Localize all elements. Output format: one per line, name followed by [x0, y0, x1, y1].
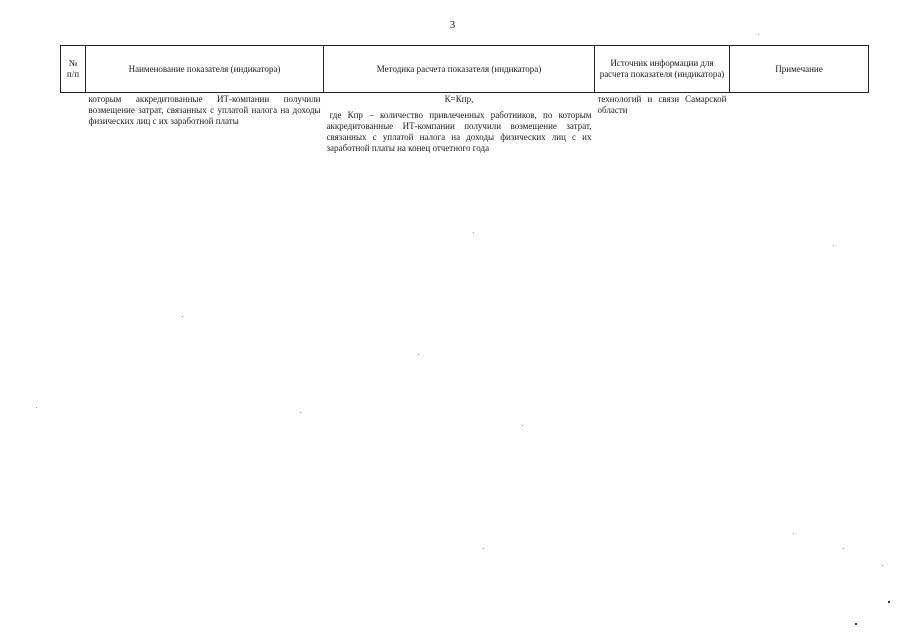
- header-indicator-name: Наименование показателя (индикатора): [86, 46, 324, 93]
- cell-note: [730, 93, 869, 156]
- cell-indicator-name: которым аккредитованные ИТ-компании получили возмещение затрат, связанных с уплатой налога на доходы физических лиц с их заработной платы: [88, 94, 321, 126]
- scan-speck: [522, 425, 523, 426]
- scan-speck: [300, 412, 301, 413]
- scan-speck: [36, 407, 37, 408]
- cell-information-source: технологий и связи Самарской области: [597, 94, 727, 115]
- scan-speck: [473, 232, 474, 233]
- indicators-table: [60, 45, 869, 155]
- header-calculation-method: Методика расчета показателя (индикатора): [324, 46, 595, 93]
- header-note: Примечание: [730, 46, 869, 93]
- scan-speck: [758, 34, 759, 35]
- header-information-source: Источник информации для расчета показателя (индикатора): [595, 46, 730, 93]
- page-number: 3: [449, 19, 456, 31]
- method-description: где Кпр – количество привлеченных работников, по которым аккредитованные ИТ-компании получили возмещение затрат, связанных с уплатой налога на доходы физических лиц с их заработной платы на конец отчетного года: [326, 110, 592, 153]
- scan-speck: [843, 548, 844, 549]
- cell-calculation-method: [324, 93, 595, 156]
- scan-speck: [888, 601, 890, 603]
- scan-speck: [793, 533, 794, 534]
- scan-speck: [855, 623, 857, 625]
- table-header-row: [61, 46, 869, 93]
- cell-number: [61, 93, 86, 156]
- scan-speck: [833, 245, 834, 246]
- scan-speck: [882, 565, 883, 566]
- scan-speck: [182, 316, 183, 317]
- header-number: № п/п: [61, 46, 86, 93]
- scan-speck: [483, 548, 484, 549]
- scan-speck: [418, 354, 419, 355]
- table-row: [61, 93, 869, 156]
- method-formula: К=Кпр,: [444, 94, 474, 104]
